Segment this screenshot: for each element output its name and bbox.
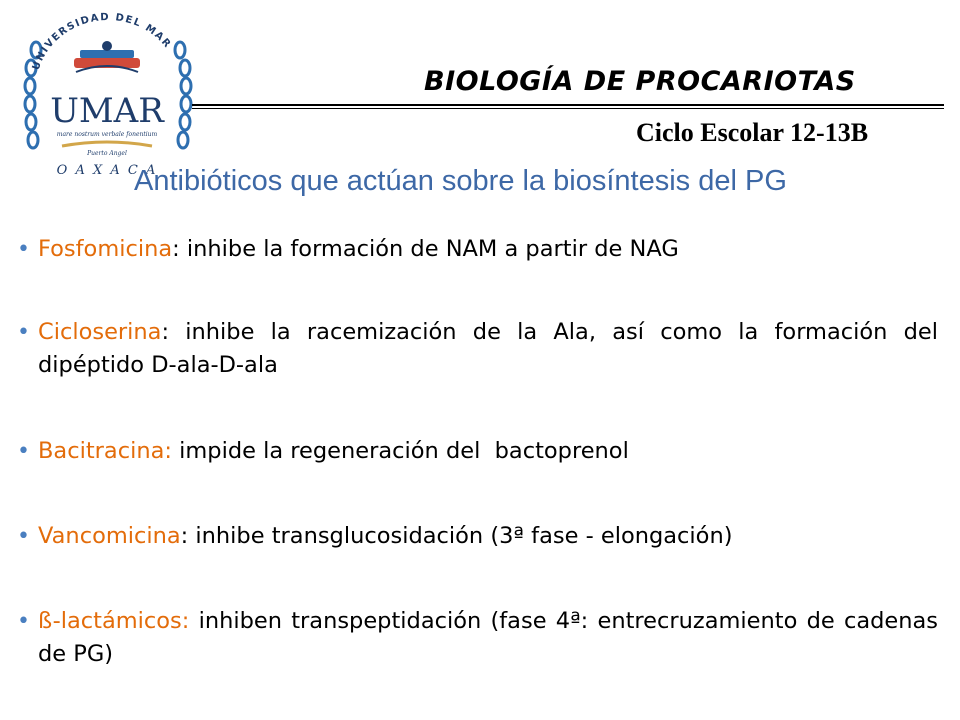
bullet-text: : inhibe la racemización de la Ala, así como la formación del dipéptido D-ala-D-ala (38, 319, 938, 378)
bullet-item-cicloserina (16, 316, 938, 382)
bullet-item-bacitracina (16, 435, 938, 468)
header-divider-thin (192, 108, 944, 109)
university-logo (14, 10, 200, 180)
bullet-item-beta-lactamicos (16, 605, 938, 671)
bullet-list (16, 228, 938, 671)
bullet-term: ß-lactámicos: (38, 608, 190, 634)
bullet-term: Fosfomicina (38, 236, 173, 262)
emblem-icon (74, 41, 140, 72)
logo-place: Puerto Angel (87, 150, 127, 157)
bullet-text: inhiben transpeptidación (fase 4ª: entrecruzamiento de cadenas de PG) (38, 608, 938, 667)
bullet-text: : inhibe la formación de NAM a partir de NAG (172, 236, 679, 262)
bullet-text: impide la regeneración del bactoprenol (171, 438, 629, 464)
bullet-dot-icon: • (17, 237, 30, 262)
bullet-dot-icon: • (17, 524, 30, 549)
bullet-text: : inhibe transglucosidación (3ª fase - elongación) (180, 523, 733, 549)
slide-title: Antibióticos que actúan sobre la biosíntesis del PG (134, 165, 787, 197)
bullet-term: Bacitracina: (38, 438, 172, 464)
bullet-item-vancomicina (16, 520, 938, 553)
school-cycle: Ciclo Escolar 12-13B (636, 118, 869, 147)
logo-state: O A X A C A (56, 163, 158, 178)
bullet-term: Cicloserina (38, 319, 162, 345)
header-divider (192, 104, 944, 106)
logo-ring-text: UNIVERSIDAD DEL MAR (30, 11, 174, 72)
logo-monogram: UMAR (50, 91, 164, 131)
logo-motto: mare nostrum verbale fonentium (56, 131, 158, 138)
bullet-dot-icon: • (17, 609, 30, 634)
bullet-term: Vancomicina (38, 523, 181, 549)
bullet-item-fosfomicina (16, 233, 938, 266)
bullet-dot-icon: • (17, 439, 30, 464)
bullet-dot-icon: • (17, 320, 30, 345)
course-title: BIOLOGÍA DE PROCARIOTAS (424, 66, 856, 97)
